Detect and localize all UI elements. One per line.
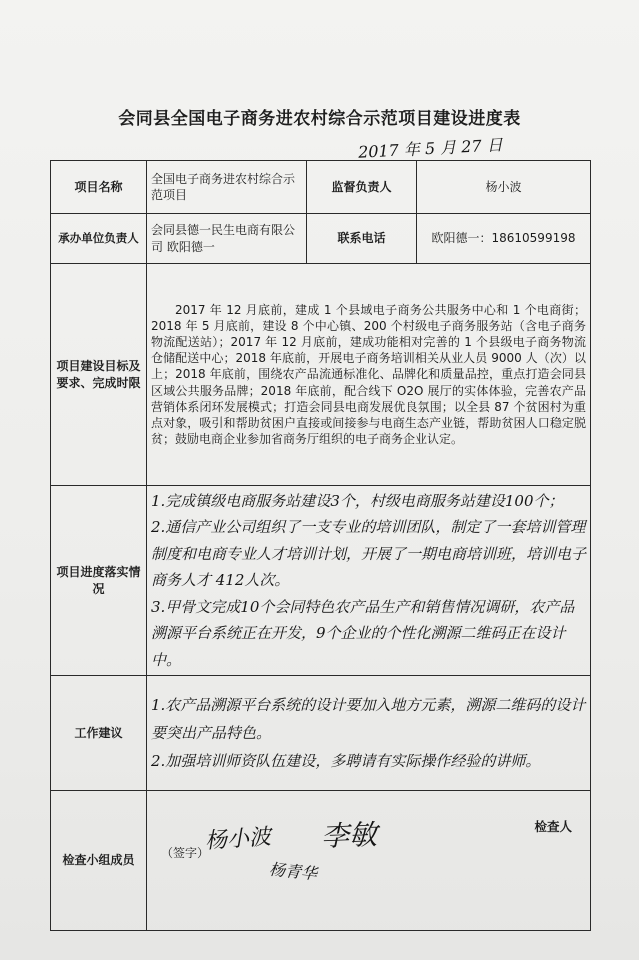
suggestion-item: 2.加强培训师资队伍建设，多聘请有实际操作经验的讲师。 [151,752,541,770]
project-name-value: 全国电子商务进农村综合示范项目 [147,161,307,214]
contractor-value: 会同县德一民生电商有限公司 欧阳德一 [147,214,307,264]
table-row [51,791,591,931]
signature-label: （签字） [161,846,210,860]
table-row [51,486,591,676]
table-row [51,161,591,214]
suggestion-cell [147,676,591,791]
phone-value: 欧阳德一：18610599198 [417,214,591,264]
project-name-label: 项目名称 [51,161,147,214]
phone-label: 联系电话 [307,214,417,264]
goals-text: 2017 年 12 月底前，建成 1 个县域电子商务公共服务中心和 1 个电商街；2018 年 5 月底前，建设 8 个中心镇、200 个村级电子商务服务站（含电子商务物流配送站）；2017 年 12 月底前，建成功能相对完善的 1 个县级电子商务物流仓储配送中心；2018 年底前，开展电子商务培训相关从业人员 9000 人（次）以上；2018 年底前，围绕农产品流通标准化、品牌化和质量品控，重点打造会同县区域公共服务品牌；2018 年底前，配合线下 O2O 展厅的实体体验，完善农产品营销体系闭环发展模式；打造会同县电商发展优良氛围；以全县 87 个贫困村为重点对象，吸引和帮助贫困户直接或间接参与电商生态产业链，帮助贫困人口稳定脱贫；鼓励电商企业参加省商务厅组织的电子商务企业认定。 [147,264,591,486]
table-row [51,264,591,486]
table-row [51,214,591,264]
progress-form-table [50,160,591,931]
inspection-label: 检查小组成员 [51,791,147,931]
signature: 杨青华 [268,859,318,884]
signature: 杨小波 [204,824,272,855]
table-row [51,676,591,791]
progress-item: 1.完成镇级电商服务站建设3个，村级电商服务站建设100个； [151,491,564,510]
progress-label: 项目进度落实情况 [51,486,147,676]
suggestion-label: 工作建议 [51,676,147,791]
progress-item: 2.通信产业公司组织了一支专业的培训团队，制定了一套培训管理制度和电商专业人才培训计划，开展了一期电商培训班，培训电子商务人才 412人次。 [151,518,587,590]
handwritten-date: 2017 年 5 月 27 日 [357,135,504,162]
signature-area [151,818,586,930]
progress-item: 3.甲骨文完成10个会同特色农产品生产和销售情况调研，农产品溯源平台系统正在开发，9个企业的个性化溯源二维码正在设计中。 [151,597,575,669]
suggestion-item: 1.农产品溯源平台系统的设计要加入地方元素，溯源二维码的设计要突出产品特色。 [151,696,586,742]
signature-cell [147,791,591,931]
contractor-label: 承办单位负责人 [51,214,147,264]
document-title: 会同县全国电子商务进农村综合示范项目建设进度表 [118,109,521,129]
signature: 李敏 [320,818,378,853]
supervisor-value: 杨小波 [417,161,591,214]
inspector-label: 检查人 [534,819,572,834]
goals-label: 项目建设目标及要求、完成时限 [51,264,147,486]
progress-cell [147,486,591,676]
supervisor-label: 监督负责人 [307,161,417,214]
